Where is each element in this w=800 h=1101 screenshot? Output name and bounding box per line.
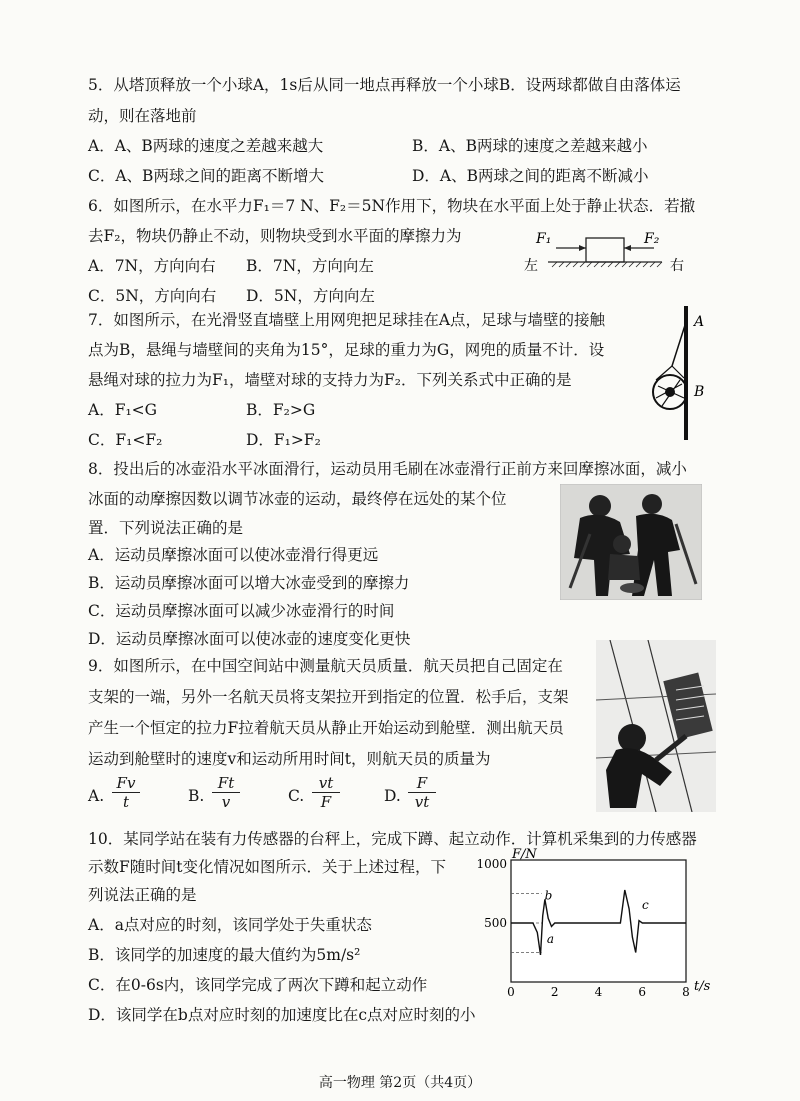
q10-option-b: B．该同学的加速度的最大值约为5m/s² (88, 946, 361, 964)
q10-option-a: A．a点对应的时刻，该同学处于失重状态 (88, 916, 372, 934)
q6-f2-arrowhead (624, 245, 631, 251)
chart-annotation-c: c (641, 897, 649, 912)
q8-curling-photo (560, 484, 702, 600)
q5-option-d: D．A、B两球之间的距离不断减小 (412, 167, 649, 185)
q6-block (586, 238, 624, 262)
q7-option-d: D．F₁>F₂ (246, 431, 321, 449)
q6-option-d: D．5N，方向向左 (246, 287, 375, 305)
chart-xtick-label-4: 8 (682, 985, 690, 998)
q5-stem-line1: 5．从塔顶释放一个小球A，1s后从同一地点再释放一个小球B．设两球都做自由落体运 (88, 76, 681, 94)
chart-annotation-a: a (546, 932, 554, 947)
q7-stem-line1: 7．如图所示，在光滑竖直墙壁上用网兜把足球挂在A点，足球与墙壁的接触 (88, 311, 606, 329)
q5-option-c: C．A、B两球之间的距离不断增大 (88, 167, 324, 185)
chart-plot-frame (511, 860, 686, 982)
q9-astronaut-photo (596, 640, 716, 812)
q7-option-a: A．F₁<G (88, 401, 158, 419)
q5-option-a: A．A、B两球的速度之差越来越大 (88, 137, 324, 155)
q6-f1-label: F₁ (536, 231, 552, 247)
q7-rope (672, 322, 686, 366)
q9-option-b-label: B. (188, 787, 205, 805)
q7-ball-patch (665, 387, 675, 397)
q5-option-b: B．A、B两球的速度之差越来越小 (412, 137, 648, 155)
q5-stem-line2: 动，则在落地前 (88, 107, 197, 125)
q9-option-a-denominator: t (122, 793, 130, 811)
q7-stem-line3: 悬绳对球的拉力为F₁，墙壁对球的支持力为F₂．下列关系式中正确的是 (88, 371, 572, 389)
q6-ground-hatching (552, 262, 662, 267)
q6-right-label: 右 (670, 258, 684, 274)
q6-left-label: 左 (524, 258, 538, 274)
q8-option-d: D．运动员摩擦冰面可以使冰壶的速度变化更快 (88, 630, 411, 648)
q7-option-c: C．F₁<F₂ (88, 431, 163, 449)
q9-option-c-numerator: vt (312, 774, 340, 793)
q6-block-figure (522, 226, 692, 274)
q10-option-d: D．该同学在b点对应时刻的加速度比在c点对应时刻的小 (88, 1006, 476, 1024)
q8-option-a: A．运动员摩擦冰面可以使冰壶滑行得更远 (88, 546, 379, 564)
q9-option-a-fraction (112, 774, 140, 811)
q6-f2-label: F₂ (644, 231, 660, 247)
q10-option-c: C．在0-6s内，该同学完成了两次下蹲和起立动作 (88, 976, 428, 994)
q9-option-a-label: A. (88, 787, 105, 805)
q6-f1-arrowhead (579, 245, 586, 251)
q9-option-a-numerator: Fv (112, 774, 140, 793)
chart-ytick-label-1: 1000 (476, 857, 507, 871)
chart-ytick-label-0: 500 (484, 916, 507, 930)
q10-force-time-chart (476, 848, 736, 998)
q7-stem-line2: 点为B，悬绳与墙壁间的夹角为15°，足球的重力为G，网兜的质量不计．设 (88, 341, 605, 359)
chart-xtick-label-0: 0 (507, 985, 515, 998)
q9-option-d-numerator: F (408, 774, 436, 793)
q8-stem-line3: 置．下列说法正确的是 (88, 519, 244, 537)
q6-stem-line2: 去F₂，物块仍静止不动，则物块受到水平面的摩擦力为 (88, 227, 462, 245)
q9-option-c-label: C. (288, 787, 305, 805)
chart-xtick-label-3: 6 (638, 985, 647, 998)
chart-xlabel: t/s (694, 979, 711, 994)
q7-football-figure (636, 306, 716, 440)
q9-option-d-label: D. (384, 787, 401, 805)
q8-option-b: B．运动员摩擦冰面可以增大冰壶受到的摩擦力 (88, 574, 410, 592)
q9-option-d-fraction (408, 774, 436, 811)
q10-stem-line3: 列说法正确的是 (88, 886, 197, 904)
q6-stem-line1: 6．如图所示，在水平力F₁＝7 N、F₂＝5N作用下，物块在水平面上处于静止状态．若撤 (88, 197, 696, 215)
chart-annotation-b: b (544, 888, 553, 903)
q9-option-b-numerator: Ft (212, 774, 240, 793)
q8-stem-line1: 8．投出后的冰壶沿水平冰面滑行，运动员用毛刷在冰壶滑行正前方来回摩擦冰面，减小 (88, 460, 687, 478)
q9-option-d-denominator: vt (414, 793, 430, 811)
chart-ylabel: F/N (512, 848, 537, 862)
q9-stem-line4: 运动到舱壁时的速度v和运动所用时间t，则航天员的质量为 (88, 750, 491, 768)
q9-option-c-fraction (312, 774, 340, 811)
q9-stem-line3: 产生一个恒定的拉力F拉着航天员从静止开始运动到舱壁．测出航天员 (88, 719, 564, 737)
q9-option-b-denominator: v (221, 793, 231, 811)
chart-xtick-label-2: 4 (594, 985, 603, 998)
page-footer: 高一物理 第2页（共4页） (318, 1075, 482, 1091)
q6-option-b: B．7N，方向向左 (246, 257, 374, 275)
q9-option-c-denominator: F (320, 793, 332, 811)
q8-stem-line2: 冰面的动摩擦因数以调节冰壶的运动，最终停在远处的某个位 (88, 490, 507, 508)
q10-stem-line1: 10．某同学站在装有力传感器的台秤上，完成下蹲、起立动作．计算机采集到的力传感器 (88, 830, 697, 848)
q7-point-b: B (694, 384, 705, 400)
q7-net (656, 366, 684, 406)
q7-option-b: B．F₂>G (246, 401, 316, 419)
q8-option-c: C．运动员摩擦冰面可以减少冰壶滑行的时间 (88, 602, 395, 620)
q10-stem-line2: 示数F随时间t变化情况如图所示．关于上述过程，下 (88, 858, 446, 876)
q9-stem-line2: 支架的一端，另外一名航天员将支架拉开到指定的位置．松手后，支架 (88, 688, 569, 706)
q6-option-c: C．5N，方向向右 (88, 287, 217, 305)
q7-point-a: A (694, 314, 705, 330)
q6-option-a: A．7N，方向向右 (88, 257, 216, 275)
chart-xtick-label-1: 2 (550, 985, 559, 998)
q9-option-b-fraction (212, 774, 240, 811)
q9-stem-line1: 9．如图所示，在中国空间站中测量航天员质量．航天员把自己固定在 (88, 657, 563, 675)
